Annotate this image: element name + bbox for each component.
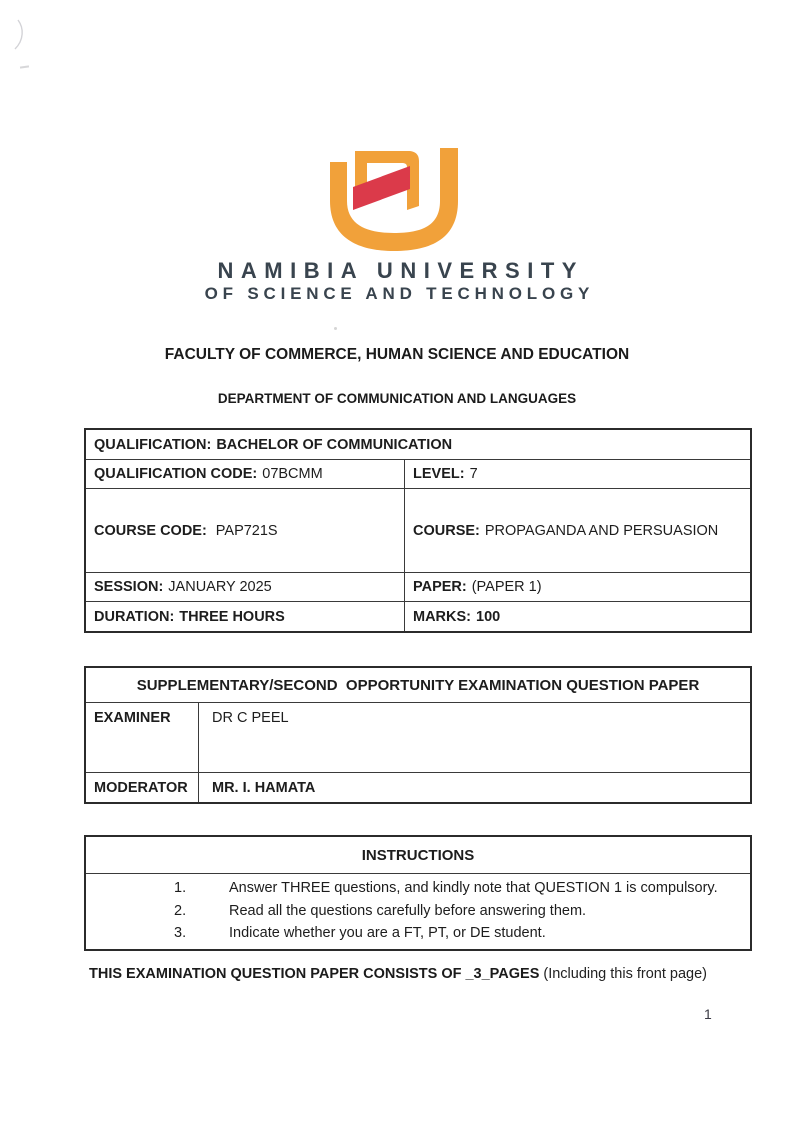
qualification-label: QUALIFICATION:: [94, 436, 212, 453]
scan-artifact-curve: [13, 19, 29, 51]
marks-cell: [405, 602, 750, 631]
marks-label: MARKS:: [413, 608, 471, 625]
instruction-text: Answer THREE questions, and kindly note that QUESTION 1 is compulsory.: [229, 880, 718, 896]
qualification-code-label: QUALIFICATION CODE:: [94, 466, 258, 482]
qualification-cell: [86, 430, 750, 459]
instruction-number: 2.: [174, 902, 187, 919]
examiner-table: [84, 666, 752, 804]
table-row-examiner: [86, 702, 750, 772]
course-label: COURSE:: [413, 522, 480, 539]
page-count-regular-text: (Including this front page): [543, 966, 707, 982]
paper-label: PAPER:: [413, 579, 467, 595]
exam-paper-title: SUPPLEMENTARY/SECOND OPPORTUNITY EXAMINATION QUESTION PAPER: [136, 676, 700, 694]
qualification-value: BACHELOR OF COMMUNICATION: [216, 436, 453, 453]
instruction-text: Read all the questions carefully before answering them.: [229, 902, 587, 919]
course-details-table: [84, 428, 752, 633]
instruction-text: Indicate whether you are a FT, PT, or DE student.: [229, 925, 546, 941]
level-value: 7: [469, 466, 478, 482]
instructions-table: [84, 835, 752, 951]
instructions-body: [86, 873, 750, 949]
table-row-duration-marks: [86, 601, 750, 631]
instruction-item: [86, 900, 750, 923]
faculty-heading: FACULTY OF COMMERCE, HUMAN SCIENCE AND EDUCATION: [164, 346, 630, 363]
duration-label: DURATION:: [94, 608, 175, 625]
session-label: SESSION:: [94, 579, 164, 595]
examiner-value: DR C PEEL: [212, 710, 289, 726]
examiner-label: EXAMINER: [94, 710, 171, 726]
department-heading: DEPARTMENT OF COMMUNICATION AND LANGUAGES: [217, 391, 577, 406]
marks-value: 100: [476, 608, 501, 625]
page-count-bold-text: THIS EXAMINATION QUESTION PAPER CONSISTS OF _3_PAGES: [89, 966, 540, 982]
examiner-label-cell: [86, 703, 199, 772]
scan-artifact-dash: [20, 65, 29, 68]
table-row-qualification: [86, 430, 750, 459]
duration-cell: [86, 602, 405, 631]
level-cell: [405, 460, 750, 488]
duration-value: THREE HOURS: [179, 608, 285, 625]
university-wordmark-line2: OF SCIENCE AND TECHNOLOGY: [204, 284, 595, 303]
university-wordmark-line1: NAMIBIA UNIVERSITY: [217, 258, 584, 283]
moderator-value: MR. I. HAMATA: [212, 779, 316, 796]
course-code-value: PAP721S: [215, 522, 278, 539]
session-value: JANUARY 2025: [168, 579, 272, 595]
moderator-value-cell: [199, 773, 750, 802]
course-code-cell: [86, 489, 405, 572]
page-number: 1: [704, 1006, 712, 1022]
paper-value: (PAPER 1): [471, 579, 542, 595]
paper-cell: [405, 573, 750, 601]
session-cell: [86, 573, 405, 601]
qualification-code-value: 07BCMM: [262, 466, 323, 482]
instruction-item: [86, 877, 750, 900]
course-value: PROPAGANDA AND PERSUASION: [484, 522, 719, 539]
qualification-code-cell: [86, 460, 405, 488]
level-label: LEVEL:: [413, 466, 465, 482]
table-row-moderator: [86, 772, 750, 802]
table-row-code-level: [86, 459, 750, 488]
logo-outer-u-shape: [330, 148, 458, 251]
page-count-note: [89, 966, 707, 982]
instruction-number: 3.: [174, 925, 187, 941]
examiner-value-cell: [199, 703, 750, 772]
course-cell: [405, 489, 750, 572]
scan-artifact-dot: [334, 327, 337, 330]
instruction-item: [86, 922, 750, 945]
instruction-number: 1.: [174, 880, 187, 896]
nust-logo: [330, 146, 462, 252]
moderator-label: MODERATOR: [94, 779, 188, 796]
moderator-label-cell: [86, 773, 199, 802]
instructions-title: INSTRUCTIONS: [361, 846, 475, 864]
table-row-course: [86, 488, 750, 572]
course-code-label: COURSE CODE:: [94, 522, 207, 539]
table-row-session-paper: [86, 572, 750, 601]
